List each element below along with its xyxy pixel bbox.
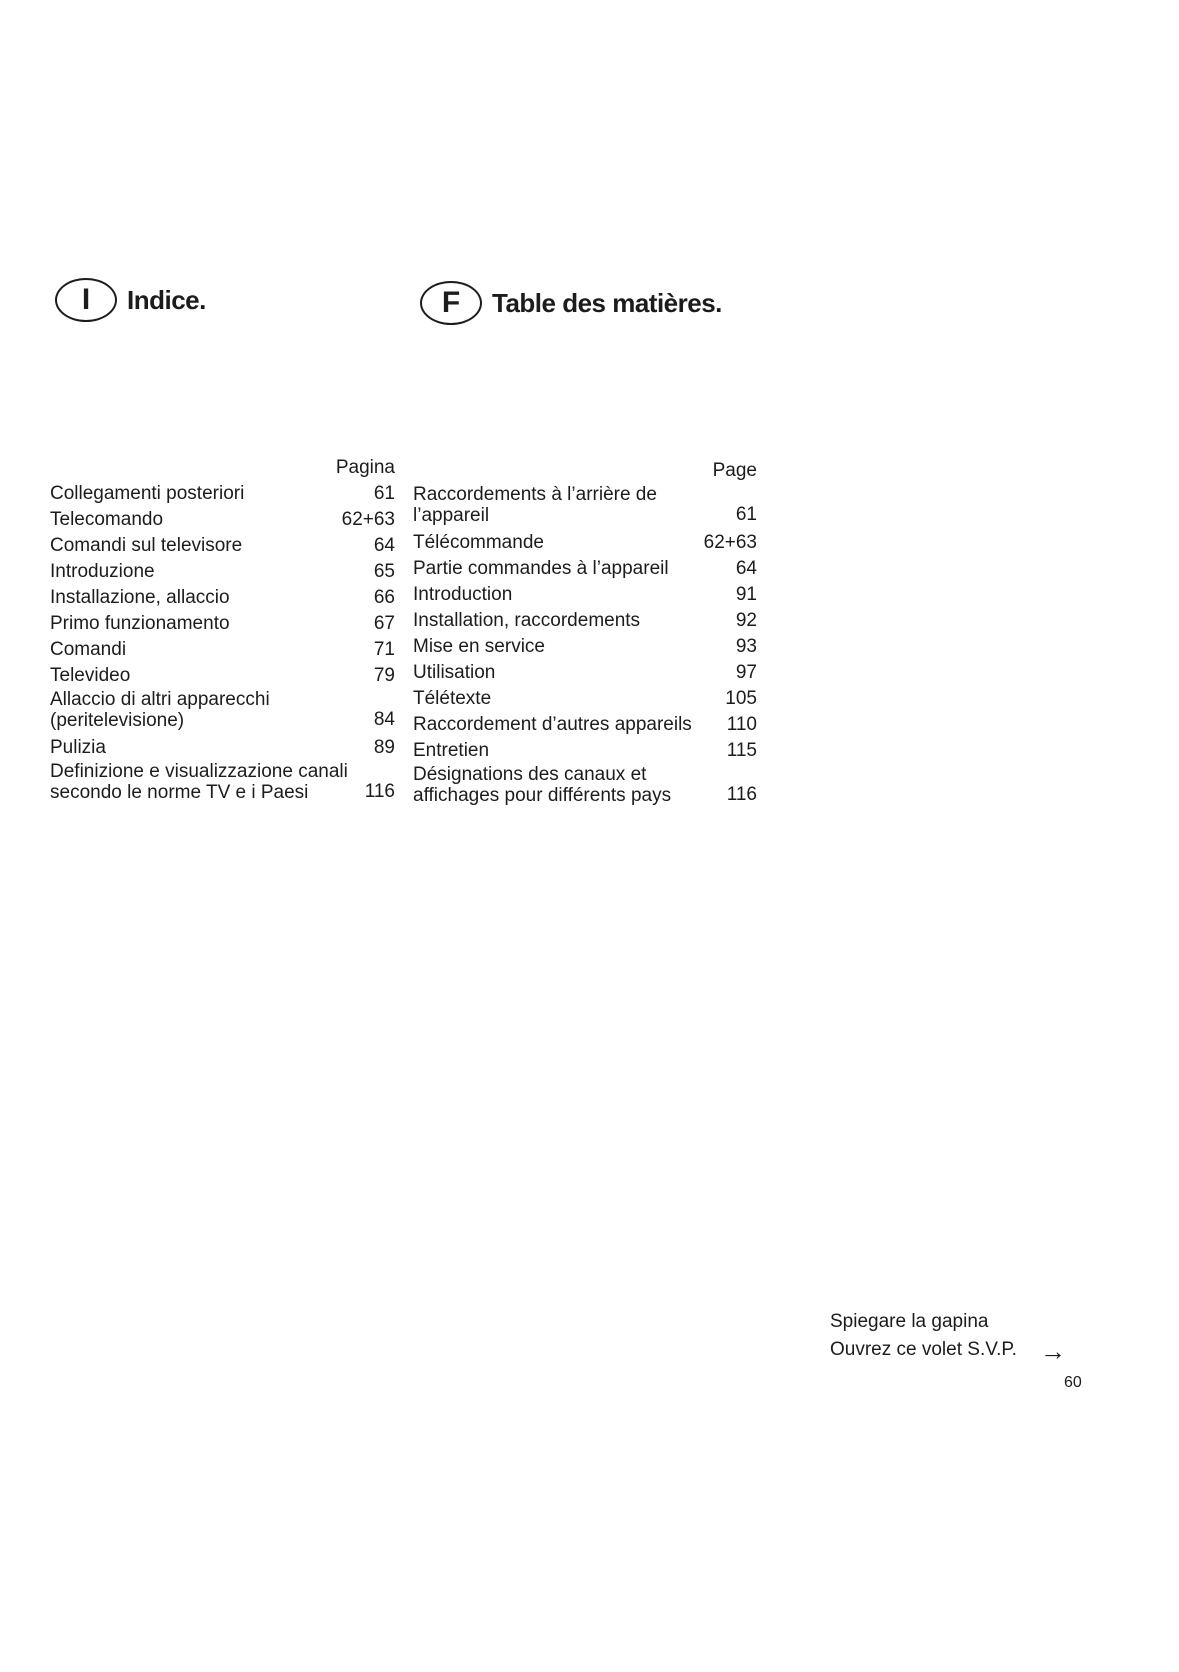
- toc-entry-page: 61: [735, 504, 757, 525]
- toc-entry-label: Definizione e visualizzazione canali secondo le norme TV e i Paesi: [50, 761, 348, 803]
- toc-entry: [413, 660, 757, 686]
- toc-entry-page: 64: [735, 558, 757, 579]
- italian-heading: [55, 278, 206, 322]
- toc-entry: [413, 582, 757, 608]
- toc-entry: [50, 533, 395, 559]
- toc-entry-page: 110: [726, 714, 757, 735]
- toc-entry-label: Allaccio di altri apparecchi (peritelevisione): [50, 689, 270, 731]
- toc-entry-page: 115: [726, 740, 757, 761]
- french-heading: [420, 281, 722, 325]
- toc-entry: [50, 585, 395, 611]
- french-toc: [413, 458, 757, 810]
- toc-entry: [413, 484, 757, 528]
- toc-entry: [50, 735, 395, 761]
- toc-entry: [413, 738, 757, 764]
- toc-entry-label: Installazione, allaccio: [50, 587, 230, 608]
- toc-entry-page: 91: [735, 584, 757, 605]
- page-number: 60: [1064, 1374, 1082, 1391]
- french-language-badge: F: [420, 281, 482, 325]
- toc-entry-page: 89: [373, 737, 395, 758]
- toc-entry: [50, 611, 395, 637]
- french-title: Table des matières.: [492, 287, 722, 318]
- toc-entry: [413, 764, 757, 808]
- toc-entry-page: 116: [726, 784, 757, 805]
- french-page-column-header: Page: [712, 460, 757, 481]
- toc-entry-label: Installation, raccordements: [413, 610, 641, 631]
- toc-entry: [50, 663, 395, 689]
- toc-entry-label: Comandi sul televisore: [50, 535, 243, 556]
- toc-entry-page: 116: [364, 781, 395, 802]
- toc-entry-label: Telecomando: [50, 509, 164, 530]
- toc-entry: [50, 507, 395, 533]
- toc-entry-page: 62+63: [703, 532, 757, 553]
- toc-entry: [413, 712, 757, 738]
- toc-entry: [413, 634, 757, 660]
- toc-entry-label: Télétexte: [413, 688, 492, 709]
- arrow-right-icon: →: [1040, 1336, 1066, 1366]
- toc-entry-page: 61: [373, 483, 395, 504]
- toc-entry-label: Désignations des canaux et affichages pour différents pays: [413, 764, 672, 806]
- toc-entry-page: 71: [373, 639, 395, 660]
- toc-entry-label: Entretien: [413, 740, 490, 761]
- toc-entry-page: 62+63: [341, 509, 395, 530]
- toc-entry: [50, 481, 395, 507]
- french-toc-entries: [413, 484, 757, 808]
- toc-entry-label: Mise en service: [413, 636, 545, 657]
- toc-entry-label: Primo funzionamento: [50, 613, 230, 634]
- toc-entry-page: 105: [725, 688, 757, 709]
- italian-toc-entries: [50, 481, 395, 805]
- toc-entry-page: 97: [735, 662, 757, 683]
- toc-entry: [50, 559, 395, 585]
- italian-page-column-header: Pagina: [335, 457, 395, 478]
- toc-entry-page: 67: [373, 613, 395, 634]
- italian-title: Indice.: [127, 284, 206, 315]
- toc-entry-label: Comandi: [50, 639, 127, 660]
- toc-entry-label: Raccordement d’autres appareils: [413, 714, 692, 735]
- toc-entry-page: 65: [373, 561, 395, 582]
- toc-entry: [413, 686, 757, 712]
- toc-entry-page: 84: [373, 709, 395, 730]
- toc-entry: [50, 689, 395, 733]
- toc-entry: [50, 637, 395, 663]
- toc-entry-label: Utilisation: [413, 662, 496, 683]
- toc-entry-label: Collegamenti posteriori: [50, 483, 245, 504]
- toc-entry: [50, 761, 395, 805]
- toc-entry-page: 66: [373, 587, 395, 608]
- toc-entry-label: Televideo: [50, 665, 131, 686]
- toc-entry-label: Partie commandes à l’appareil: [413, 558, 669, 579]
- toc-entry: [413, 530, 757, 556]
- toc-entry: [413, 556, 757, 582]
- toc-entry-page: 79: [373, 665, 395, 686]
- italian-language-badge: I: [55, 278, 117, 322]
- toc-entry-label: Pulizia: [50, 737, 106, 758]
- italian-toc: [50, 455, 395, 807]
- toc-entry-label: Raccordements à l’arrière de l’appareil: [413, 484, 657, 526]
- toc-entry: [413, 608, 757, 634]
- fold-out-note-italian: Spiegare la gapina: [830, 1311, 989, 1332]
- toc-entry-label: Introduzione: [50, 561, 155, 582]
- toc-entry-page: 93: [735, 636, 757, 657]
- toc-entry-page: 92: [735, 610, 757, 631]
- toc-entry-page: 64: [373, 535, 395, 556]
- toc-entry-label: Télécommande: [413, 532, 544, 553]
- fold-out-note-french: Ouvrez ce volet S.V.P.: [830, 1339, 1017, 1360]
- fold-out-note: [830, 1308, 1017, 1364]
- toc-entry-label: Introduction: [413, 584, 513, 605]
